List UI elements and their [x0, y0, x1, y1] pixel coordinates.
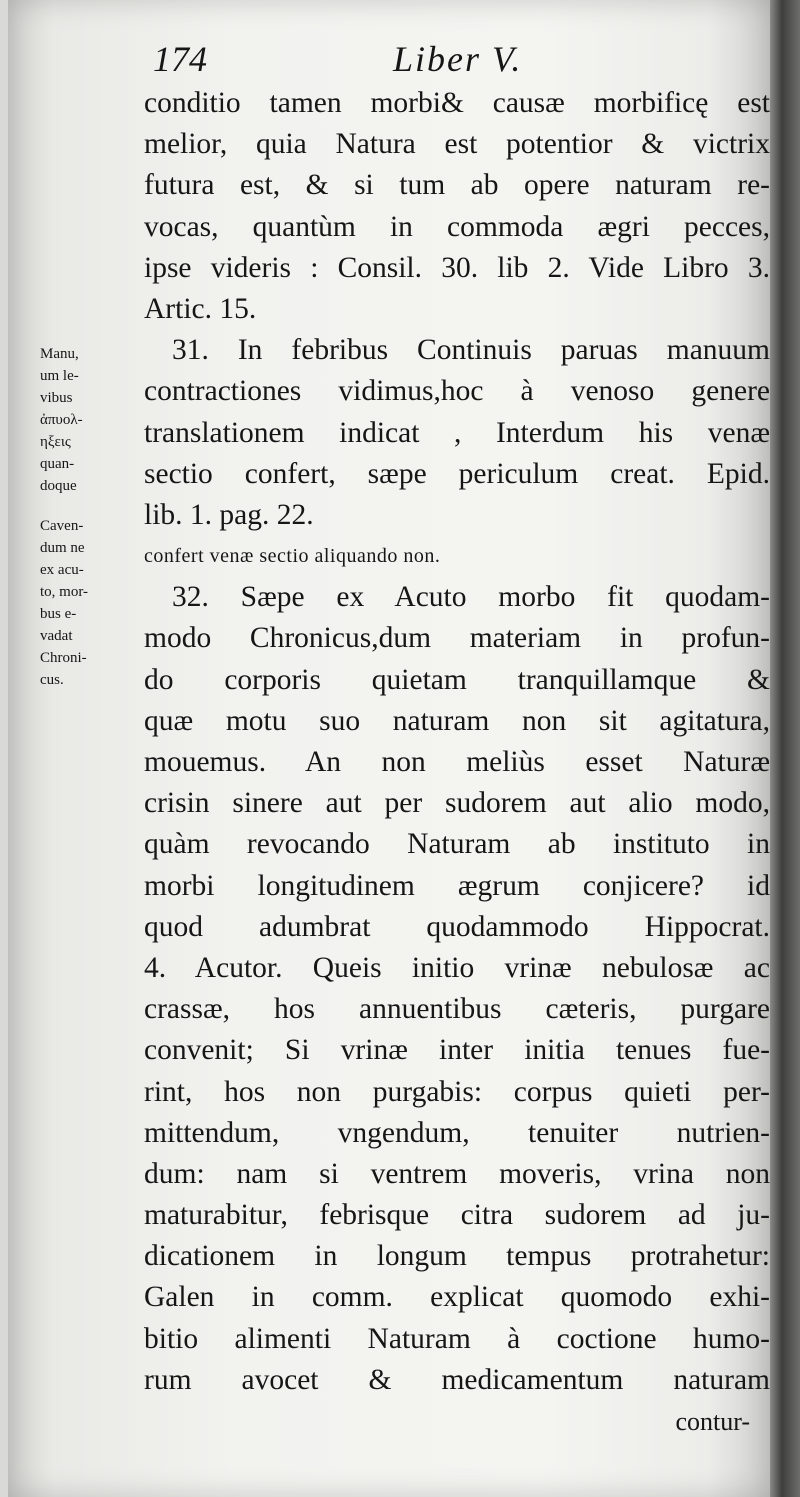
text-line: 32. Sæpe ex Acuto morbo fit quodam-	[172, 581, 770, 614]
text-line: 4. Acutor. Queis initio vrinæ nebulosæ ac	[144, 951, 770, 984]
margin-note	[40, 343, 140, 497]
text-line: mouemus. An non meliùs esset Naturæ	[144, 746, 770, 778]
text-line: quod adumbrat quodammodo Hippocrat.	[144, 910, 770, 943]
margin-note-line: bus e-	[40, 606, 77, 622]
text-line: convenit; Si vrinæ inter initia tenues fue-	[144, 1034, 770, 1067]
text-line: translationem indicat , Interdum his venæ	[144, 416, 770, 449]
text-line: quæ motu suo naturam non sit agitatura,	[144, 704, 770, 737]
margin-note-line: to, mor-	[40, 584, 89, 600]
text-line: rum avocet & medicamentum naturam	[144, 1363, 770, 1396]
text-line: futura est, & si tum ab opere naturam re-	[144, 169, 770, 202]
book-page	[8, 0, 770, 1497]
text-line: bitio alimenti Naturam à coctione humo-	[144, 1322, 770, 1355]
margin-note-line: vibus	[40, 390, 73, 406]
margin-note-line: cus.	[40, 672, 64, 688]
text-line: crisin sinere aut per sudorem aut alio modo,	[144, 787, 770, 820]
text-line: maturabitur, febrisque citra sudorem ad ju-	[144, 1199, 770, 1232]
page-header	[153, 38, 573, 88]
catchword: contur-	[675, 1407, 750, 1436]
text-line: confert venæ sectio aliquando non.	[144, 545, 441, 568]
text-line: dum: nam si ventrem moveris, vrina non	[144, 1157, 770, 1190]
text-line: melior, quia Natura est potentior & victrix	[144, 128, 770, 161]
margin-note-line: ηξεις	[40, 434, 71, 450]
book-edge	[770, 0, 800, 1497]
text-line: quàm revocando Naturam ab instituto in	[144, 828, 770, 861]
text-line: conditio tamen morbi& causæ morbificę est	[144, 87, 770, 119]
text-line: contractiones vidimus,hoc à venoso genere	[144, 375, 770, 408]
text-line: crassæ, hos annuentibus cæteris, purgare	[144, 993, 770, 1026]
margin-notes	[40, 343, 140, 709]
text-line: lib. 1. pag. 22.	[144, 498, 314, 531]
body-text	[144, 83, 770, 1442]
text-line: do corporis quietam tranquillamque &	[144, 663, 770, 696]
text-line: morbi longitudinem ægrum conjicere? id	[144, 869, 770, 902]
margin-note-line: Manu,	[40, 346, 79, 362]
text-line: modo Chronicus,dum materiam in profun-	[144, 622, 770, 655]
margin-note-line: um le-	[40, 368, 79, 384]
text-line: Artic. 15.	[144, 292, 257, 325]
margin-note-line: ἀπυολ-	[40, 412, 83, 428]
margin-note-line: quan-	[40, 456, 75, 472]
margin-note-line: dum ne	[40, 540, 85, 556]
text-line: sectio confert, sæpe periculum creat. Epid.	[144, 457, 770, 490]
margin-note	[40, 515, 140, 691]
text-line: 31. In febribus Continuis paruas manuum	[172, 334, 770, 367]
running-head: Liber V.	[393, 39, 523, 79]
margin-note-line: doque	[40, 478, 77, 494]
text-line: ipse videris : Consil. 30. lib 2. Vide Libro 3.	[144, 251, 770, 284]
margin-note-line: ex acu-	[40, 562, 84, 578]
page-number: 174	[153, 39, 207, 79]
margin-note-line: vadat	[40, 628, 73, 644]
text-line: rint, hos non purgabis: corpus quieti per-	[144, 1075, 770, 1108]
margin-note-line: Chroni-	[40, 650, 87, 666]
text-line: mittendum, vngendum, tenuiter nutrien-	[144, 1116, 770, 1149]
text-line: Galen in comm. explicat quomodo exhi-	[144, 1281, 770, 1314]
text-line: dicationem in longum tempus protrahetur:	[144, 1240, 770, 1273]
margin-note-line: Caven-	[40, 518, 84, 534]
text-line: vocas, quantùm in commoda ægri pecces,	[144, 210, 770, 243]
